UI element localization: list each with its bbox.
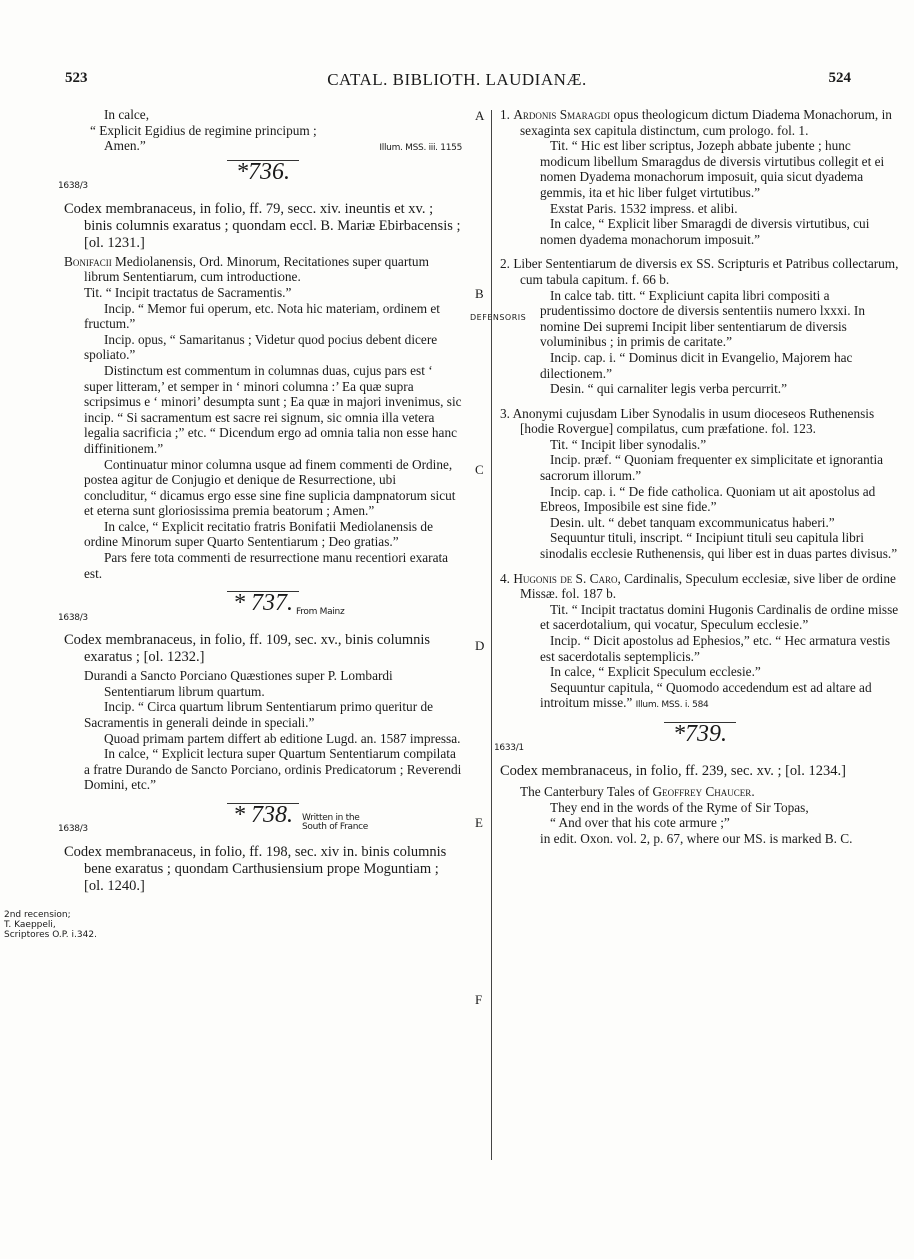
divider-line [491,110,492,1160]
codex-heading [58,158,462,201]
page-number-right: 524 [828,70,851,86]
section-marker-a: A [475,108,485,123]
item-2-body [500,288,900,397]
body-para: Incip. cap. i. “ De fide catholica. Quoniam ut ait apostolus ad Ebreos, Imposibile est sine fide.” [540,483,876,515]
work-title: Durandi a Sancto Porciano Quæstiones super P. Lombardi Sententiarum librum quartum. [84,668,393,699]
section-marker-f: F [475,992,483,1007]
section-marker-c: C [475,462,484,477]
body-para: Incip. “ Circa quartum librum Sententiarum primo queritur de Sacramentis in generali deinde in speciali.” [84,699,434,731]
body-para: In calce, “ Explicit recitatio fratris Bonifatii Mediolanensis de ordine Minorum super Quarto Sententiarum ; Deo gratias.” [84,518,433,550]
handwritten-note: Illum. MSS. i. 584 [635,700,709,711]
shelfmark: 1633/1 [494,743,524,754]
item-3 [500,406,900,437]
body-para: Incip. “ Memor fui operum, etc. Nota hic materiam, ordinem et fructum.” [84,300,440,332]
item-number: 4. [500,570,510,586]
body-para: Desin. “ qui carnaliter legis verba percurrit.” [550,381,788,397]
work-title-text: The Canterbury Tales of [520,783,653,799]
codex-heading [494,720,900,763]
body-para: Incip. cap. i. “ Dominus dicit in Evangelio, Majorem hac dilectionem.” [540,349,853,381]
body-para: Pars fere tota commenti de resurrectione manu recentiori exarata est. [84,550,449,581]
body-para: In calce, “ Explicit lectura super Quartum Sententiarum compilata a fratre Durando de Sancto Porciano, ordinis Predicatorum ; Reverendi Domini, etc.” [84,746,462,793]
handwritten-annotation: DEFENSORIS [470,313,527,322]
margin-note-line: Scriptores O.P. i.342. [4,930,97,940]
item-3-body [500,437,900,562]
item-number: 1. [500,107,510,122]
author-name: Bonifacii [64,253,112,269]
codex-number: *736. [236,158,290,185]
body-para: Tit. “ Incipit tractatus domini Hugonis Cardinalis de ordine misse et sacerdotalium, qui vocatur, Speculum ecclesie.” [540,601,899,633]
codex-description: Codex membranaceus, in folio, ff. 109, sec. xv., binis columnis exaratus ; [ol. 1232.] [64,632,431,666]
body-para: Tit. “ Hic est liber scriptus, Jozeph abbate jubente ; hunc modicum libellum Smaragdus de diversis virtutibus collegit et ei nomen Dyadema monachorum imposuit, quia sicut dyadema gemmis, ita et hic liber fulget virtutibus.” [540,138,885,200]
codex-description: Codex membranaceus, in folio, ff. 239, sec. xv. ; [ol. 1234.] [500,762,846,779]
pre-line: In calce, [104,107,150,122]
item-number: 3. [500,405,510,421]
handwritten-note [302,814,368,832]
margin-note-line: T. Kaeppeli, [4,920,56,930]
handwritten-note: Illum. MSS. iii. 1155 [379,143,462,154]
item-1 [500,107,900,138]
item-heading: Liber Sententiarum de diversis ex SS. Scripturis et Patribus collectarum, cum tabula capitum. f. 66 b. [513,256,899,287]
codex-body [500,800,900,847]
body-para: In calce tab. titt. “ Expliciunt capita libri compositi a prudentissimo doctore de diversis sententiis numero lxxxi. In nomine Dei supremi Incipit liber sententiarum de diversis voluminibus ; in primis de caritate.” [540,287,865,350]
codex-body [64,285,462,581]
item-1-body [500,138,900,247]
section-marker-d: D [475,638,485,653]
pre-line: “ Explicit Egidius de regimine principum ; [90,122,317,138]
body-para: Incip. præf. “ Quoniam frequenter ex simplicitate et ignorantia sacrorum illorum.” [540,452,884,484]
codex-number: * 737. [233,590,293,617]
body-para: Continuatur minor columna usque ad finem commenti de Ordine, postea agitur de Conjugio et denique de Resurrectione, ubi concluditur, “ dicamus ergo esse sine fine suplicia dampnatorum sicut et eterna sunt gloriosissima premia beatorum ; Amen.” [84,456,456,519]
body-para: In calce, “ Explicit liber Smaragdi de diversis virtutibus, cui nomen dyadema monachorum imposuit.” [540,216,870,247]
body-para: Tit. “ Incipit liber synodalis.” [550,436,707,452]
body-para: Incip. opus, “ Samaritanus ; Videtur quod pocius debent dicere spoliato.” [84,331,438,363]
body-para: Distinctum est commentum in columnas duas, cujus pars est ‘ super litteram,’ et semper in ‘ minori columna :’ Ea quæ supra scripsimus e ‘ minori’ desumpta sunt ; Ea quæ in majori invenimus, sic incip. “ Si sacramentum est sacre rei signum, sic omnia illa vetera legalia sacrificia ;” etc. “ Dicendum ergo ad omnia talia non esse hanc diffinitionem.” [84,362,462,456]
body-text: Sequuntur capitula, “ Quomodo accedendum est ad altare ad introitum misse.” [540,679,872,711]
left-column [58,107,462,895]
item-number: 2. [500,256,510,272]
item-4 [500,571,900,602]
codex-number: * 738. [233,802,293,828]
body-para: Sequuntur tituli, inscript. “ Incipiunt tituli seu capitula libri sinodalis ecclesie Ruthenensis, qui liber est in duas partes divisus.” [540,530,898,562]
body-para: Exstat Paris. 1532 impress. et alibi. [550,200,738,216]
note-line: South of France [302,822,368,832]
item-heading: Anonymi cujusdam Liber Synodalis in usum dioceseos Ruthenensis [hodie Rovergue] compilatus, cum præfatione. fol. 123. [512,405,875,437]
item-heading: opus theologicum dictum Diadema Monachorum, in sexaginta sex capitula distinctum, cum prologo. fol. 1. [520,107,892,138]
shelfmark: 1638/3 [58,612,88,623]
section-marker-e: E [475,815,483,830]
work-title [500,784,900,800]
section-marker-b: B [475,286,484,301]
body-para: Desin. ult. “ debet tanquam excommunicatus haberi.” [550,514,835,530]
margin-note [4,910,97,940]
body-para [540,680,900,714]
codex-number: *739. [673,720,727,747]
work-title-text: Mediolanensis, Ord. Minorum, Recitationes super quartum librum Sententiarum, cum introductione. [84,253,429,285]
shelfmark: 1638/3 [58,824,88,835]
body-para: In calce, “ Explicit Speculum ecclesie.” [550,664,761,680]
running-header [0,70,914,94]
codex-body [64,699,462,793]
page-number-left: 523 [65,70,88,86]
handwritten-note: From Mainz [296,606,345,617]
author-name: Geoffrey Chaucer [652,783,752,799]
pre-line-wrap [104,138,462,154]
item-4-body [500,602,900,714]
author-name: Hugonis de S. Caro [513,570,618,586]
pre-line: Amen.” [104,138,146,154]
running-title: CATAL. BIBLIOTH. LAUDIANÆ. [327,70,587,89]
author-name: Ardonis Smaragdi [513,107,611,122]
body-para: Tit. “ Incipit tractatus de Sacramentis.” [84,284,292,300]
codex-heading [58,590,462,632]
shelfmark: 1638/3 [58,181,88,192]
body-para: Quoad primam partem differt ab editione Lugd. an. 1587 impressa. [104,730,461,746]
item-2 [500,256,900,287]
codex-heading [58,802,462,844]
work-title-text: . [751,783,755,799]
codex-description: Codex membranaceus, in folio, ff. 79, secc. xiv. ineuntis et xv. ; binis columnis exaratus ; quondam eccl. B. Mariæ Ebirbacensis ; [ol. 1231.] [64,200,461,251]
note-line: Written in the [302,813,360,823]
body-para: They end in the words of the Ryme of Sir Topas, [550,799,809,815]
margin-note-line: 2nd recension; [4,910,71,920]
item-heading: , Cardinalis, Speculum ecclesiæ, sive liber de ordine Missæ. fol. 187 b. [520,570,896,602]
body-para: in edit. Oxon. vol. 2, p. 67, where our MS. is marked B. C. [540,830,853,846]
body-para: “ And over that his cote armure ;” [550,815,730,831]
pre-text [64,107,462,154]
work-title [64,254,462,285]
codex-description: Codex membranaceus, in folio, ff. 198, sec. xiv in. binis columnis bene exaratus ; quondam Carthusiensium prope Moguntiam ; [ol. 1240.] [64,844,447,894]
body-para: Incip. “ Dicit apostolus ad Ephesios,” etc. “ Hec armatura vestis est sacerdotalis septemplicis.” [540,633,891,664]
